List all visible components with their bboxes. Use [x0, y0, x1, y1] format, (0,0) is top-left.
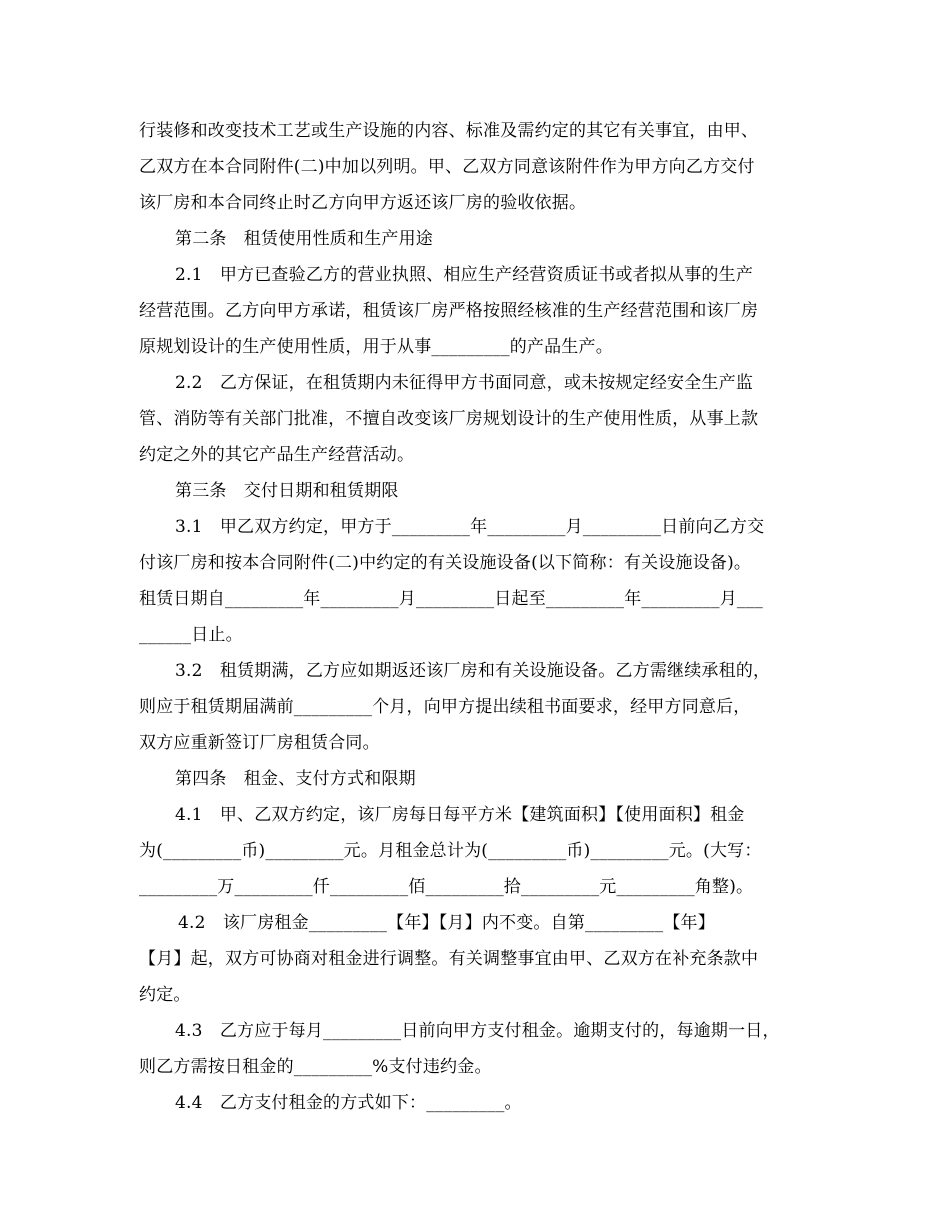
body-line: 约定。	[139, 985, 191, 1005]
body-line: 4.2 该厂房租金_________【年】【月】内不变。自第_________【年】	[178, 913, 715, 933]
body-line: 双方应重新签订厂房租赁合同。	[139, 733, 380, 753]
article-heading: 第二条 租赁使用性质和生产用途	[175, 229, 433, 249]
body-line: 管、消防等有关部门批准，不擅自改变该厂房规划设计的生产使用性质，从事上款	[139, 409, 759, 429]
body-line: _________万_________仟_________佰_________拾_________元_________角整)。	[139, 877, 754, 897]
body-line: 行装修和改变技术工艺或生产设施的内容、标准及需约定的其它有关事宜，由甲、	[139, 121, 759, 141]
body-line: 4.4 乙方支付租金的方式如下：_________。	[175, 1093, 522, 1113]
body-line: 付该厂房和按本合同附件(二)中约定的有关设施设备(以下简称：有关设施设备)。	[139, 553, 752, 573]
body-line: 【月】起，双方可协商对租金进行调整。有关调整事宜由甲、乙双方在补充条款中	[139, 949, 759, 969]
body-line: 2.1 甲方已查验乙方的营业执照、相应生产经营资质证书或者拟从事的生产	[175, 265, 754, 285]
body-line: ______日止。	[139, 625, 243, 645]
body-line: 乙双方在本合同附件(二)中加以列明。甲、乙双方同意该附件作为甲方向乙方交付	[139, 157, 755, 177]
body-line: 租赁日期自_________年_________月_________日起至_________年_________月___	[139, 589, 763, 609]
body-line: 2.2 乙方保证，在租赁期内未征得甲方书面同意，或未按规定经安全生产监	[175, 373, 754, 393]
article-heading: 第四条 租金、支付方式和限期	[175, 769, 416, 789]
body-line: 该厂房和本合同终止时乙方向甲方返还该厂房的验收依据。	[139, 193, 587, 213]
body-line: 4.3 乙方应于每月_________日前向甲方支付租金。逾期支付的，每逾期一日，	[175, 1021, 780, 1041]
body-line: 则应于租赁期届满前_________个月，向甲方提出续租书面要求，经甲方同意后，	[139, 697, 751, 717]
body-line: 3.1 甲乙双方约定，甲方于_________年_________月_________日前向乙方交	[175, 517, 765, 537]
body-line: 约定之外的其它产品生产经营活动。	[139, 445, 415, 465]
body-line: 4.1 甲、乙双方约定，该厂房每日每平方米【建筑面积】【使用面积】租金	[175, 805, 745, 825]
article-heading: 第三条 交付日期和租赁期限	[175, 481, 399, 501]
body-line: 则乙方需按日租金的_________%支付违约金。	[139, 1057, 492, 1077]
body-line: 为(_________币)_________元。月租金总计为(_________币)_________元。(大写：	[139, 841, 762, 861]
body-line: 经营范围。乙方向甲方承诺，租赁该厂房严格按照经核准的生产经营范围和该厂房	[139, 301, 759, 321]
body-line: 3.2 租赁期满，乙方应如期返还该厂房和有关设施设备。乙方需继续承租的，	[175, 661, 771, 681]
body-line: 原规划设计的生产使用性质，用于从事_________的产品生产。	[139, 337, 613, 357]
